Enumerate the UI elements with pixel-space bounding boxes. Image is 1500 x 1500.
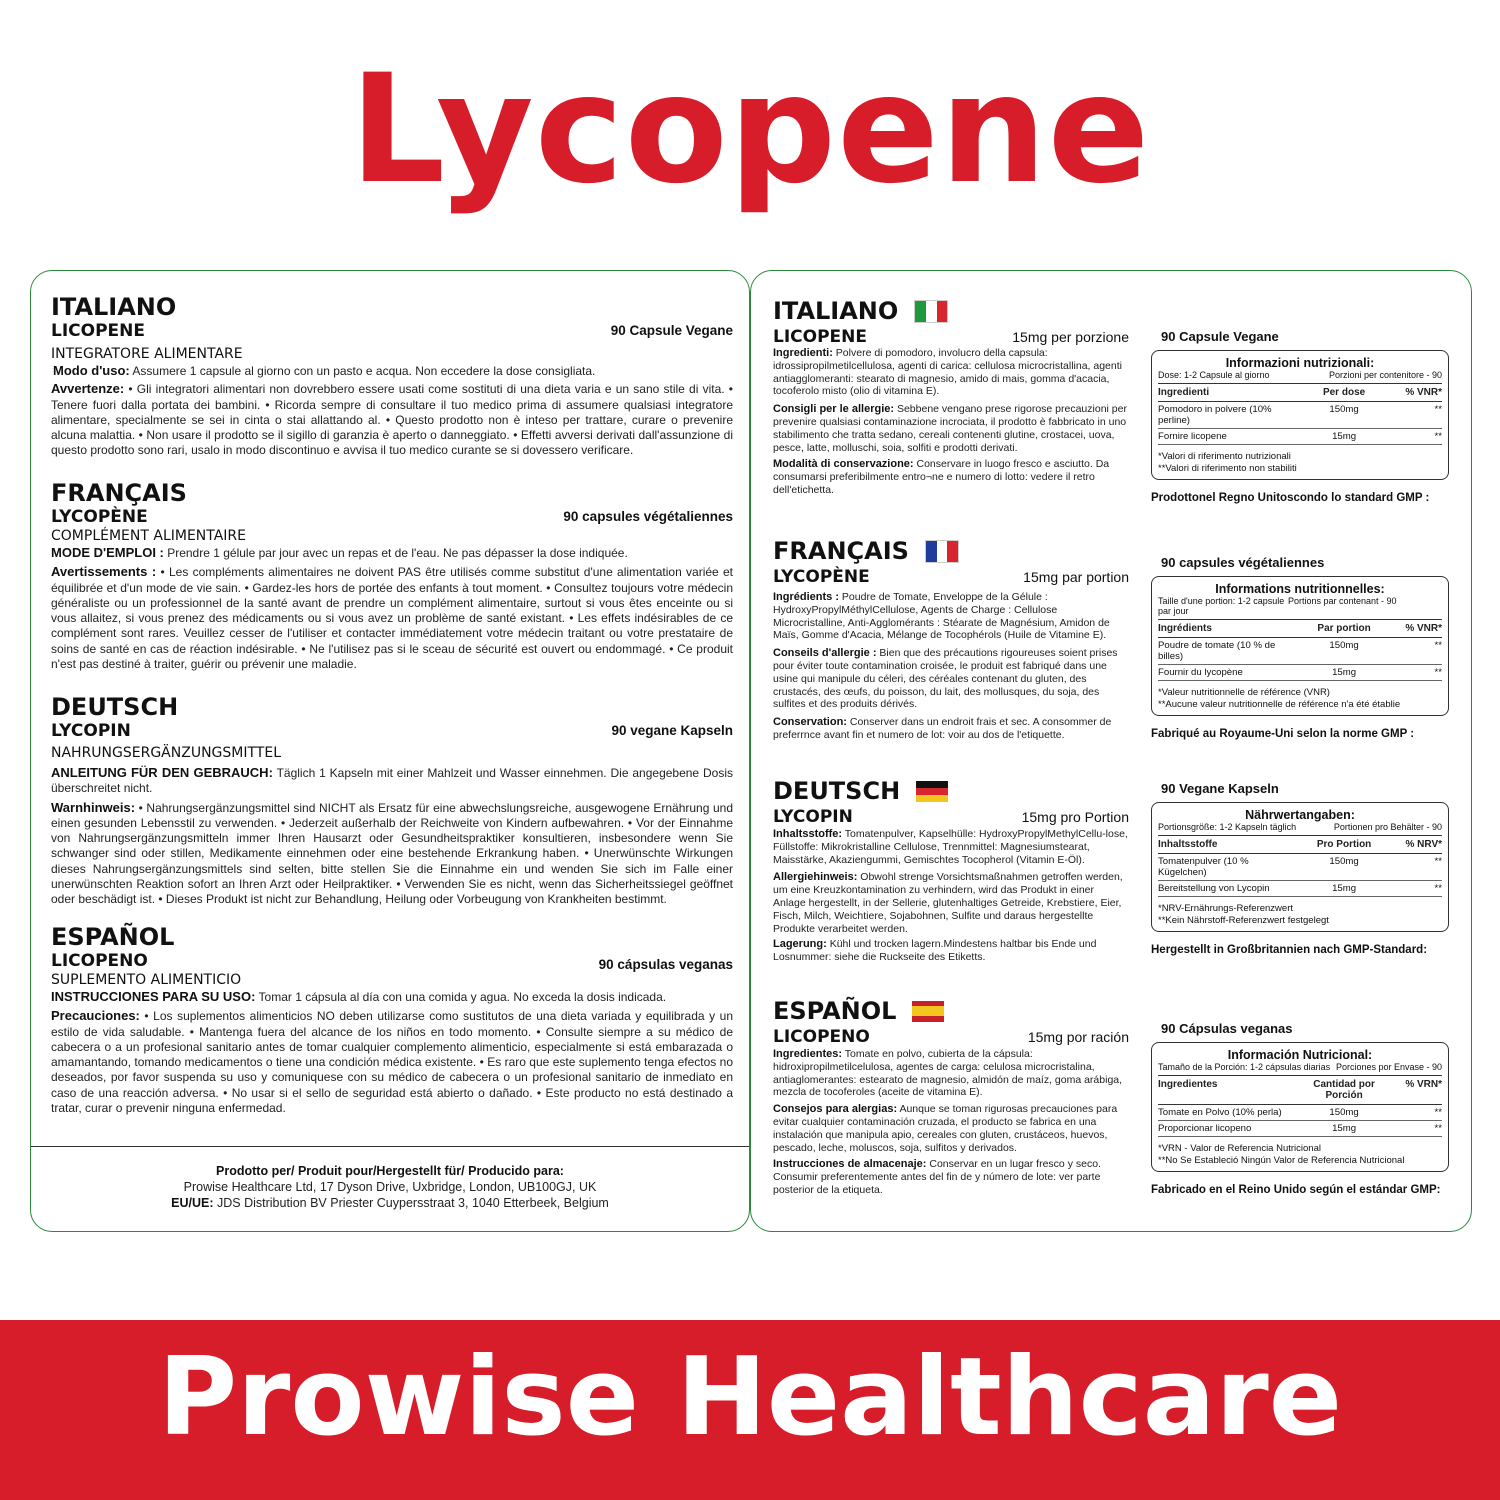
serving-size: Dose: 1-2 Capsule al giorno — [1158, 370, 1270, 380]
language-heading: ITALIANO — [51, 293, 177, 321]
section-deutsch — [51, 693, 733, 908]
warnings-label: Avvertenze: — [51, 381, 125, 397]
table-footnotes: *NRV-Ernährungs-Referenzwert **Kein Nährstoff-Referenzwert festgelegt — [1158, 903, 1329, 926]
servings-per-container: Porciones por Envase - 90 — [1335, 1062, 1442, 1072]
warnings-text: Avertissements : • Les compléments alimentaires ne doivent PAS être utilisés comme substitut d'une alimentation variée et équilibrée et d'un mode de vie sain. • Gardez-les hors de portée des enfants à tout moment. • Consultez toujours votre médecin généraliste ou un professionnel de la santé avant de prendre un complément alimentaire, surtout si vous êtes enceinte ou si vous allaitez, si vous prenez des médicaments ou si vous avez un problème de santé existant. • Les effets indésirables de ce complément sont rares. Veuillez cesser de l'utiliser et contacter immédiatement votre médecin traitant ou votre prestataire de soins de santé en cas de réaction indésirable. • Ne l'utilisez pas si le sceau de sécurité est ouvert ou endommagé. • Ce produit n'est pas destiné à traiter, guérir ou prévenir une maladie. — [51, 564, 733, 672]
gmp-statement: Fabriqué au Royaume-Uni selon la norme GMP : — [1151, 728, 1415, 740]
language-heading: DEUTSCH — [51, 693, 179, 721]
product-name: LICOPENO — [51, 951, 148, 971]
warnings-text: Precauciones: • Los suplementos alimenticios NO deben utilizarse como sustitutos de una dieta variada y equilibrada y un estilo de vida saludable. • Mantenga fuera del alcance de los niños en todo momento. • Consulte siempre a su médico de cabecera o a un profesional sanitario antes de tomar cualquier complemento alimenticio, especialmente si está embarazada o amamantando, tomando medicamentos o tiene una condición médica existente. • Es raro que este suplemento tenga efectos no deseados, por favor suspenda su uso y comuniquese con su médico de cabecera o un profesional sanitario de inmediato en caso de una reacción adversa. • No usar si el sello de seguridad está abierto o dañado. • Este producto no está destinado a tratar, curar o prevenir ninguna enfermedad. — [51, 1008, 733, 1116]
product-subtitle: SUPLEMENTO ALIMENTICIO — [51, 972, 242, 988]
germany-flag-icon — [916, 781, 948, 802]
section-espanol — [773, 997, 1129, 1197]
table-row: Tomate en Polvo (10% perla) 150mg ** — [1158, 1105, 1442, 1121]
product-name: LYCOPIN — [51, 721, 131, 741]
nutrition-heading: Informations nutritionnelles: — [1215, 582, 1385, 596]
nutrition-heading: Nährwertangaben: — [1245, 808, 1355, 822]
storage-text: Lagerung: Kühl und trocken lagern.Mindestens haltbar bis Ende und Losnummer: siehe die Ruckseite des Etiketts. — [773, 938, 1097, 964]
serving-size: Tamaño de la Porción: 1-2 cápsulas diarias — [1158, 1062, 1331, 1072]
france-flag-icon — [925, 540, 959, 563]
capsule-count: 90 Vegane Kapseln — [1161, 781, 1279, 796]
section-francais — [51, 479, 733, 672]
section-italiano — [773, 297, 1129, 497]
product-name: LICOPENO — [773, 1027, 870, 1047]
table-row: Bereitstellung von Lycopin 15mg ** — [1158, 881, 1442, 897]
table-row: Pomodoro in polvere (10% perline) 150mg ** — [1158, 402, 1442, 429]
allergy-text: Conseils d'allergie : Bien que des précautions rigoureuses soient prises pour éviter toute contamination croisée, le produit est fabriqué dans une usine qui manipule du céleri, des céréales contenant du gluten, des crustacés, des œufs, du poisson, du lait, des mollusques, du soja, des sulfites et des produits dérivés. — [773, 647, 1118, 711]
storage-text: Modalità di conservazione: Conservare in luogo fresco e asciutto. Da consumarsi preferibilmente entro¬ne e numero di lotto: vedere il retro dell'etichetta. — [773, 458, 1110, 496]
nutrition-heading: Información Nutricional: — [1227, 1048, 1373, 1062]
nutrition-italiano — [1151, 329, 1449, 504]
nutrition-table — [1151, 802, 1449, 932]
table-footnotes: *Valeur nutritionnelle de référence (VNR) **Aucune valeur nutritionnelle de référence n'a été établie — [1158, 687, 1401, 710]
ingredients-text: Inhaltsstoffe: Tomatenpulver, Kapselhülle: HydroxyPropylMethylCellu-lose, Füllstoffe: Mikrokristalline Cellulose, Trennmittel: Magnesiumstearat, Maisstärke, Akaziengummi, Gemischtes Tocopherol (Vitamin E-Öl). — [773, 828, 1128, 866]
language-heading: FRANÇAIS — [773, 537, 909, 565]
serving-size: Taille d'une portion: 1-2 capsule par jour — [1158, 596, 1285, 616]
nutrition-table — [1151, 576, 1449, 716]
directions-text: MODE D'EMPLOI : Prendre 1 gélule par jour avec un repas et de l'eau. Ne pas dépasser la dose indiquée. — [51, 545, 628, 560]
product-subtitle: NAHRUNGSERGÄNZUNGSMITTEL — [51, 745, 281, 761]
product-name: LICOPENE — [773, 327, 867, 347]
table-header: Ingredienti Per dose % VNR* — [1158, 383, 1442, 402]
manufacturer-footer — [31, 1163, 749, 1211]
product-name: LYCOPÈNE — [51, 507, 148, 527]
dose-per-serving: 15mg por ración — [1027, 1029, 1129, 1045]
table-header: Ingredientes Cantidad por Porción % VRN* — [1158, 1075, 1442, 1105]
gmp-statement: Prodottonel Regno Unitoscondo lo standard GMP : — [1151, 492, 1430, 504]
table-row: Fornire licopene 15mg ** — [1158, 429, 1442, 445]
language-heading: ITALIANO — [773, 297, 899, 325]
nutrition-table — [1151, 1042, 1449, 1172]
warnings-text: Avvertenze: • Gli integratori alimentari non dovrebbero essere usati come sostituti di una dieta varia e un sano stile di vita. • Tenere fuori dalla portata dei bambini. • Ricorda sempre di consultare il tuo medico prima di assumere qualsiasi integratore alimentare, specialmente se sei in cinta o stai allattando al. • Questo prodotto non è inteso per trattare, curare o prevenire alcuna malattia. • Non usare il prodotto se il sigillo di garanzia è aperto o danneggiato. • Effetti avversi derivati dall'assunzione di questo prodotto sono rari, usalo in modo discontinuo e avvisa il tuo medico curante se si dovessero verificare. — [51, 381, 733, 458]
table-footnotes: *VRN - Valor de Referencia Nutricional **No Se Estableció Ningún Valor de Referencia Nutricional — [1158, 1143, 1405, 1166]
directions-text: INSTRUCCIONES PARA SU USO: Tomar 1 cápsula al día con una comida y agua. No exceda la dosis indicada. — [51, 989, 667, 1004]
product-subtitle: COMPLÉMENT ALIMENTAIRE — [51, 528, 247, 544]
storage-text: Conservation: Conserver dans un endroit frais et sec. A consommer de preferrnce avant fin et numero de lot: voir au dos de l'etiquette. — [773, 716, 1112, 741]
table-row: Proporcionar licopeno 15mg ** — [1158, 1121, 1442, 1137]
footer-uk-address: Prowise Healthcare Ltd, 17 Dyson Drive, Uxbridge, London, UB100GJ, UK — [183, 1180, 597, 1194]
directions-label: Modo d'uso: — [53, 363, 130, 378]
nutrition-heading: Informazioni nutrizionali: — [1225, 356, 1375, 370]
warnings-label: Precauciones: — [51, 1008, 140, 1024]
table-footnotes: *Valori di riferimento nutrizionali **Valori di riferimento non stabiliti — [1158, 451, 1297, 474]
left-label-panel — [30, 270, 750, 1232]
footer-heading: Prodotto per/ Produit pour/Hergestellt für/ Producido para: — [216, 1164, 564, 1178]
capsule-count: 90 cápsulas veganas — [598, 957, 733, 972]
language-heading: DEUTSCH — [773, 777, 901, 805]
footer-eu-address: EU/UE: JDS Distribution BV Priester Cuypersstraat 3, 1040 Etterbeek, Belgium — [171, 1196, 609, 1210]
table-row: Fournir du lycopène 15mg ** — [1158, 665, 1442, 681]
nutrition-table — [1151, 350, 1449, 480]
section-italiano — [51, 293, 733, 459]
capsule-count: 90 vegane Kapseln — [611, 723, 733, 738]
right-label-panel — [750, 270, 1472, 1232]
table-row: Poudre de tomate (10 % de billes) 150mg ** — [1158, 638, 1442, 665]
italy-flag-icon — [914, 300, 948, 323]
nutrition-espanol — [1151, 1021, 1449, 1196]
language-heading: ESPAÑOL — [773, 997, 897, 1025]
dose-per-serving: 15mg per porzione — [1012, 329, 1129, 345]
warnings-label: Warnhinweis: — [51, 799, 136, 815]
directions-label: INSTRUCCIONES PARA SU USO: — [51, 989, 256, 1004]
section-deutsch — [773, 777, 1129, 964]
ingredients-text: Ingredientes: Tomate en polvo, cubierta de la cápsula: hidroxipropilmetilcelulosa, agentes de carga: celulosa microcristalina, antiaglomerantes: estearato de magnesio, almidón de maíz, goma arábiga, mezcla de tocoferoles (aceite de vitamina E). — [773, 1048, 1123, 1099]
product-name: LICOPENE — [51, 321, 145, 341]
language-heading: ESPAÑOL — [51, 923, 175, 951]
nutrition-deutsch — [1151, 781, 1449, 956]
table-row: Tomatenpulver (10 % Kügelchen) 150mg ** — [1158, 854, 1442, 881]
section-espanol — [51, 923, 733, 1116]
servings-per-container: Portions par contenant - 90 — [1288, 596, 1397, 606]
serving-size: Portionsgröße: 1-2 Kapseln täglich — [1158, 822, 1297, 832]
page-title: Lycopene — [349, 43, 1151, 217]
table-header: Inhaltsstoffe Pro Portion % NRV* — [1158, 835, 1442, 854]
ingredients-text: Ingrédients : Poudre de Tomate, Enveloppe de la Gélule : HydroxyPropylMéthylCellulose, Agents de Charge : Cellulose Microcristalline, Anti-Agglomérants : Stéarate de Magnésium, Amidon de Maïs, Gomme d'Acacia, Mélange de Tocophérols (Huile de Vitamine E). — [773, 591, 1110, 642]
capsule-count: 90 capsules végétaliennes — [1161, 555, 1325, 570]
warnings-text: Warnhinweis: • Nahrungsergänzungsmittel sind NICHT als Ersatz für eine abwechslungsreiche, ausgewogene Ernährung und einen gesunden Lebensstil zu verwenden. • Jederzeit außerhalb der Reichweite von Kindern aufbewahren. • Vor der Einnahme von Nahrungsergänzungsmitteln immer Ihren Hausarzt oder Gesundheitspraktiker konsultieren, insbesondere wenn Sie schwanger sind oder stillen, Medikamente einnehmen oder eine bestehende Erkrankung haben. • Unerwünschte Wirkungen dieses Nahrungsergänzungsmittels sind selten, bitte stellen Sie die Einnahme ein und wenden Sie sich im Falle einer unerwünschten Reaktion sofort an Ihren Arzt oder Heilpraktiker. • Verwenden Sie es nicht, wenn das Sicherheitssiegel geöffnet oder beschädigt ist. • Dieses Produkt ist nicht zur Behandlung, Heilung oder Vorbeugung von Krankheiten bestimmt. — [51, 799, 733, 907]
gmp-statement: Fabricado en el Reino Unido según el estándar GMP: — [1151, 1184, 1441, 1196]
gmp-statement: Hergestellt in Großbritannien nach GMP-Standard: — [1151, 944, 1428, 956]
directions-label: ANLEITUNG FÜR DEN GEBRAUCH: — [51, 765, 273, 780]
section-francais — [773, 537, 1129, 742]
servings-per-container: Portionen pro Behälter - 90 — [1333, 822, 1442, 832]
dose-per-serving: 15mg par portion — [1023, 569, 1129, 585]
capsule-count: 90 Capsule Vegane — [610, 323, 733, 338]
capsule-count: 90 Cápsulas veganas — [1161, 1021, 1293, 1036]
dose-per-serving: 15mg pro Portion — [1021, 809, 1129, 825]
nutrition-francais — [1151, 555, 1449, 740]
directions-text: ANLEITUNG FÜR DEN GEBRAUCH: Täglich 1 Kapseln mit einer Mahlzeit und Wasser einnehmen. Die angegebene Dosis überschreitet nicht. — [51, 765, 733, 796]
directions-text: Modo d'uso: Assumere 1 capsule al giorno con un pasto e acqua. Non eccedere la dose consigliata. — [53, 363, 596, 378]
ingredients-text: Ingredienti: Polvere di pomodoro, involucro della capsula: idrossipropilmetilcellulosa, agenti di carica: cellulosa microcristallina, agenti antiagglomeranti: stearato di magnesio, amido di mais, gomma d'acacia, tocoferolo misto (olio di vitamina E). — [773, 347, 1122, 398]
capsule-count: 90 capsules végétaliennes — [563, 509, 733, 524]
directions-label: MODE D'EMPLOI : — [51, 545, 164, 560]
footer-divider — [31, 1146, 749, 1147]
product-name: LYCOPIN — [773, 807, 853, 827]
storage-text: Instrucciones de almacenaje: Conservar en un lugar fresco y seco. Consumir preferentemente antes del fin de y número de lote: ver parte posterior de la etiqueta. — [773, 1158, 1101, 1196]
servings-per-container: Porzioni per contenitore - 90 — [1328, 370, 1442, 380]
spain-flag-icon — [912, 1001, 944, 1022]
language-heading: FRANÇAIS — [51, 479, 187, 507]
capsule-count: 90 Capsule Vegane — [1161, 329, 1279, 344]
warnings-label: Avertissements : — [51, 564, 157, 580]
product-subtitle: INTEGRATORE ALIMENTARE — [51, 346, 243, 362]
brand-name: Prowise Healthcare — [158, 1335, 1342, 1460]
allergy-text: Consigli per le allergie: Sebbene vengano prese rigorose precauzioni per prevenire qualsiasi contaminazione incrociata, il prodotto è fabbricato in uno stabilimento che tratta sedano, cereali contenenti glutine, crostacei, uova, pesce, latte, molluschi, soia, solfiti e prodotti derivati. — [773, 403, 1127, 454]
product-name: LYCOPÈNE — [773, 567, 870, 587]
allergy-text: Allergiehinweis: Obwohl strenge Vorsichtsmaßnahmen getroffen werden, um eine Kreuzkontamination zu verhindern, wird das Produkt in einer Anlage hergestellt, in der Sellerie, glutenhaltiges Getreide, Krebstiere, Eier, Fisch, Milch, Weichtiere, Sojabohnen, Sulfite und daraus hergestellte Produkte verarbeitet werden. — [773, 871, 1123, 935]
allergy-text: Consejos para alergias: Aunque se toman rigurosas precauciones para evitar cualquier contaminación cruzada, el producto se fabrica en una instalación que manipula apio, cereales con gluten, crustáceos, huevos, pescado, leche, moluscos, soja, sulfitos y derivados. — [773, 1103, 1118, 1154]
table-header: Ingrédients Par portion % VNR* — [1158, 619, 1442, 638]
